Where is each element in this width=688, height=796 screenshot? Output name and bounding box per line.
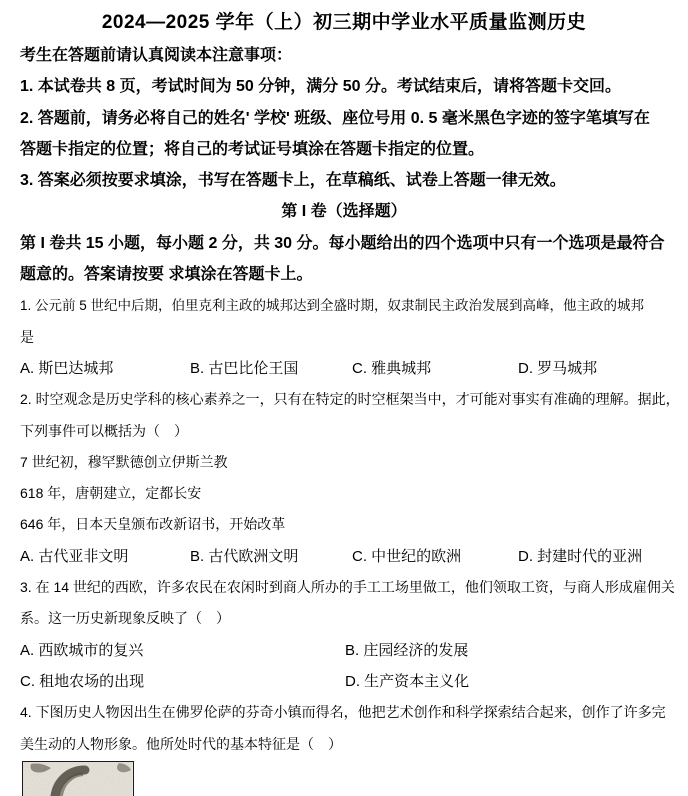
notice-item-1: 1. 本试卷共 8 页，考试时间为 50 分钟，满分 50 分。考试结束后，请将答题卡交回。: [20, 78, 621, 96]
question-2-option-d: D. 封建时代的亚洲: [518, 547, 643, 565]
question-2-event-1: 7 世纪初，穆罕默德创立伊斯兰教: [20, 453, 228, 470]
question-1-option-a: A. 斯巴达城邦: [20, 359, 114, 377]
question-1-option-c: C. 雅典城邦: [352, 359, 432, 377]
question-4-stem-line-1: 4. 下图历史人物因出生在佛罗伦萨的芬奇小镇而得名，他把艺术创作和科学探索结合起来，创作了许多完: [20, 704, 666, 721]
notice-item-2-line-2: 答题卡指定的位置；将自己的考试证号填涂在答题卡指定的位置。: [20, 140, 485, 158]
question-3-option-d: D. 生产资本主义化: [345, 672, 470, 690]
question-3-stem-line-2: 系。这一历史新现象反映了（ ）: [20, 610, 230, 627]
question-2-option-a: A. 古代亚非文明: [20, 547, 129, 565]
question-2-event-3: 646 年，日本天皇颁布改新诏书，开始改革: [20, 516, 286, 533]
question-4-figure: [22, 761, 134, 796]
question-3-option-c: C. 租地农场的出现: [20, 672, 145, 690]
question-2-option-b: B. 古代欧洲文明: [190, 547, 299, 565]
question-2-option-c: C. 中世纪的欧洲: [352, 547, 462, 565]
question-1-stem-line-2: 是: [20, 328, 34, 345]
section-1-intro-line-1: 第 I 卷共 15 小题，每小题 2 分，共 30 分。每小题给出的四个选项中只有一个选项是最符合: [20, 234, 665, 252]
da-vinci-portrait-engraving-image: [23, 762, 132, 796]
question-2-stem-line-2: 下列事件可以概括为（ ）: [20, 422, 188, 439]
question-2-stem-line-1: 2. 时空观念是历史学科的核心素养之一，只有在特定的时空框架当中，才可能对事实有准确的理解。据此，: [20, 391, 680, 408]
question-3-options-row-1: [20, 635, 668, 666]
notice-heading: 考生在答题前请认真阅读本注意事项：: [20, 47, 293, 64]
question-3-stem-line-1: 3. 在 14 世纪的西欧，许多农民在农闲时到商人所办的手工工场里做工，他们领取工资，与商人形成雇佣关: [20, 579, 675, 596]
notice-item-2-line-1: 2. 答题前，请务必将自己的姓名' 学校' 班级、座位号用 0. 5 毫米黑色字迹的签字笔填写在: [20, 109, 650, 127]
notice-item-3: 3. 答案必须按要求填涂，书写在答题卡上，在草稿纸、试卷上答题一律无效。: [20, 172, 566, 190]
question-1-options-row: [20, 353, 668, 384]
question-3-option-a: A. 西欧城市的复兴: [20, 641, 144, 659]
page-title: 2024—2025 学年（上）初三期中学业水平质量监测历史: [101, 12, 587, 33]
question-3-option-b: B. 庄园经济的发展: [345, 641, 469, 659]
question-1-option-d: D. 罗马城邦: [518, 359, 598, 377]
question-1-stem-line-1: 1. 公元前 5 世纪中后期，伯里克利主政的城邦达到全盛时期，奴隶制民主政治发展到高峰，他主政的城邦: [20, 298, 645, 314]
section-1-header: 第 I 卷（选择题）: [281, 203, 407, 221]
question-3-options-row-2: [20, 666, 668, 697]
section-1-intro-line-2: 题意的。答案请按要 求填涂在答题卡上。: [20, 266, 313, 284]
question-2-event-2: 618 年，唐朝建立，定都长安: [20, 485, 202, 502]
question-1-option-b: B. 古巴比伦王国: [190, 359, 299, 377]
question-2-options-row: [20, 541, 668, 572]
question-4-stem-line-2: 美生动的人物形象。他所处时代的基本特征是（ ）: [20, 735, 342, 752]
